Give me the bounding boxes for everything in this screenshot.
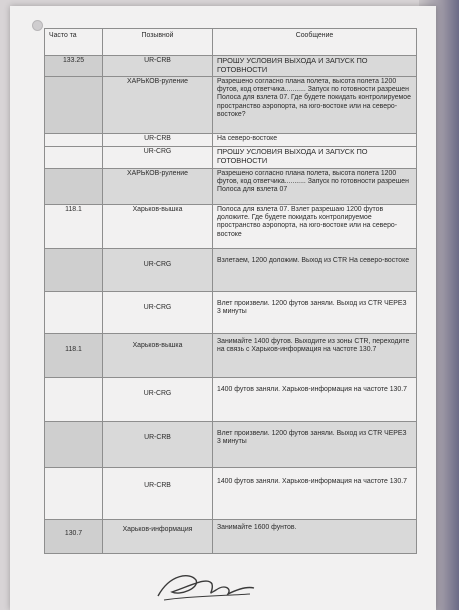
signature — [150, 566, 260, 606]
punch-hole — [32, 20, 43, 31]
cell-message: ПРОШУ УСЛОВИЯ ВЫХОДА И ЗАПУСК ПО ГОТОВНОСТИ — [213, 56, 417, 77]
cell-message: Влет произвели. 1200 футов заняли. Выход из CTR ЧЕРЕЗ 3 минуты — [213, 291, 417, 333]
header-callsign: Позывной — [103, 29, 213, 56]
table-row — [45, 248, 417, 291]
cell-message: Занимайте 1400 футов. Выходите из зоны CTR, переходите на связь с Харьков-информация на частоте 130.7 — [213, 333, 417, 377]
cell-freq — [45, 76, 103, 133]
cell-freq — [45, 421, 103, 467]
cell-freq — [45, 467, 103, 519]
table-row — [45, 291, 417, 333]
table-row — [45, 204, 417, 248]
cell-freq: 118.1 — [45, 333, 103, 377]
cell-callsign: UR-CRG — [103, 146, 213, 168]
table-row — [45, 133, 417, 146]
cell-callsign: Харьков-вышка — [103, 204, 213, 248]
cell-freq — [45, 291, 103, 333]
cell-freq: 118.1 — [45, 204, 103, 248]
cell-message: Полоса для взлета 07. Взлет разрешаю 1200 футов доложите. Где будете покидать контролируемое пространство аэропорта, на юго-востоке или на северо-востоке — [213, 204, 417, 248]
cell-freq — [45, 248, 103, 291]
cell-freq — [45, 168, 103, 204]
table-row — [45, 467, 417, 519]
cell-message: На северо-востоке — [213, 133, 417, 146]
cell-callsign: UR-CRG — [103, 291, 213, 333]
cell-freq — [45, 377, 103, 421]
cell-callsign: UR-CRG — [103, 248, 213, 291]
cell-freq: 133.25 — [45, 56, 103, 77]
cell-callsign: Харьков-вышка — [103, 333, 213, 377]
cell-callsign: UR-CRB — [103, 133, 213, 146]
cell-freq — [45, 133, 103, 146]
cell-callsign: UR-CRB — [103, 421, 213, 467]
cell-message: Разрешено согласно плана полета, высота полета 1200 футов, код ответчика........... Запуск по готовности разрешен Полоса для взлета 07 — [213, 168, 417, 204]
cell-callsign: ХАРЬКОВ-руление — [103, 76, 213, 133]
cell-message: Разрешено согласно плана полета, высота полета 1200 футов, код ответчика........... Запуск по готовности разрешен Полоса для взлета 07. Где будете покидать контролируемое пространство аэропорта, на юго-востоке или на северо-востоке? — [213, 76, 417, 133]
cell-callsign: UR-CRB — [103, 467, 213, 519]
cell-freq: 130.7 — [45, 519, 103, 553]
cell-message: Занимайте 1600 фунтов. — [213, 519, 417, 553]
cell-message: ПРОШУ УСЛОВИЯ ВЫХОДА И ЗАПУСК ПО ГОТОВНОСТИ — [213, 146, 417, 168]
table-row — [45, 421, 417, 467]
table-row — [45, 146, 417, 168]
table-row — [45, 168, 417, 204]
table-row — [45, 519, 417, 553]
radio-log-table — [44, 28, 417, 554]
cell-callsign: ХАРЬКОВ-руление — [103, 168, 213, 204]
cell-callsign: UR-CRG — [103, 377, 213, 421]
cell-message: 1400 футов заняли. Харьков-информация на частоте 130.7 — [213, 467, 417, 519]
header-freq: Часто та — [45, 29, 103, 56]
cell-freq — [45, 146, 103, 168]
table-header — [45, 29, 417, 56]
cell-callsign: UR-CRB — [103, 56, 213, 77]
header-message: Сообщение — [213, 29, 417, 56]
table-row — [45, 333, 417, 377]
cell-message: Взлетаем, 1200 доложим. Выход из CTR На северо-востоке — [213, 248, 417, 291]
cell-message: 1400 футов заняли. Харьков-информация на частоте 130.7 — [213, 377, 417, 421]
cell-message: Влет произвели. 1200 футов заняли. Выход из CTR ЧЕРЕЗ 3 минуты — [213, 421, 417, 467]
table-row — [45, 76, 417, 133]
table-row — [45, 377, 417, 421]
cell-callsign: Харьков-информация — [103, 519, 213, 553]
table-row — [45, 56, 417, 77]
